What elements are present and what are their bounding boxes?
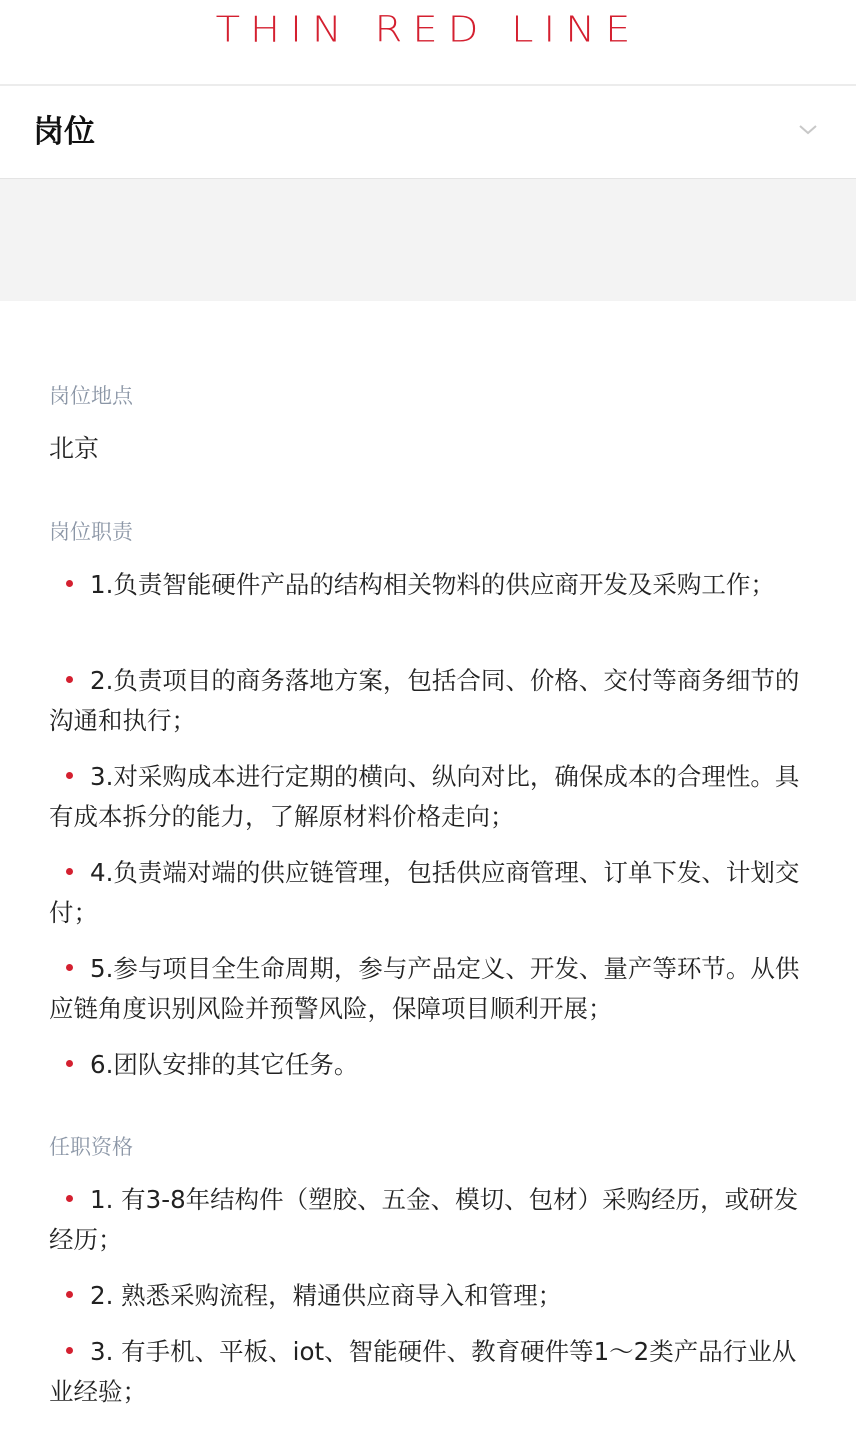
location-value: 北京 <box>49 434 100 463</box>
duty-text: 6.团队安排的其它任务。 <box>90 1050 359 1079</box>
duty-text: 4.负责端对端的供应链管理，包括供应商管理、订单下发、计划交付； <box>49 858 800 927</box>
duty-item <box>49 565 809 605</box>
brand-logo[interactable]: THIN RED LINE <box>215 9 641 51</box>
duty-item <box>49 949 809 1029</box>
requirement-item <box>49 1276 809 1316</box>
position-section-toggle[interactable] <box>0 86 856 179</box>
duty-text: 1.负责智能硬件产品的结构相关物料的供应商开发及采购工作； <box>90 570 775 599</box>
divider-band <box>0 179 856 301</box>
requirement-item <box>49 1180 809 1260</box>
section-title: 岗位 <box>33 114 95 150</box>
bullet-dot-icon <box>66 868 73 875</box>
requirement-text: 1. 有3-8年结构件（塑胶、五金、模切、包材）采购经历，或研发经历； <box>49 1185 799 1254</box>
bullet-dot-icon <box>66 676 73 683</box>
bullet-dot-icon <box>66 772 73 779</box>
bullet-dot-icon <box>66 1060 73 1067</box>
requirements-label: 任职资格 <box>49 1135 133 1159</box>
location-label: 岗位地点 <box>49 384 133 408</box>
duty-text: 3.对采购成本进行定期的横向、纵向对比，确保成本的合理性。具有成本拆分的能力，了解原材料价格走向； <box>49 762 800 831</box>
bullet-dot-icon <box>66 964 73 971</box>
bullet-dot-icon <box>66 1291 73 1298</box>
requirement-item <box>49 1332 809 1412</box>
site-header <box>0 0 856 86</box>
duty-item <box>49 1045 809 1085</box>
requirement-text: 3. 有手机、平板、iot、智能硬件、教育硬件等1～2类产品行业从业经验； <box>49 1337 797 1406</box>
requirement-text: 2. 熟悉采购流程，精通供应商导入和管理； <box>90 1281 563 1310</box>
job-details <box>0 301 856 1434</box>
bullet-dot-icon <box>66 1347 73 1354</box>
duty-item <box>49 757 809 837</box>
duty-text: 2.负责项目的商务落地方案，包括合同、价格、交付等商务细节的沟通和执行； <box>49 666 800 735</box>
duty-item <box>49 661 809 741</box>
bullet-dot-icon <box>66 1195 73 1202</box>
duty-text: 5.参与项目全生命周期，参与产品定义、开发、量产等环节。从供应链角度识别风险并预警风险，保障项目顺利开展； <box>49 954 800 1023</box>
duties-label: 岗位职责 <box>49 520 133 544</box>
chevron-down-icon <box>798 123 818 137</box>
bullet-dot-icon <box>66 580 73 587</box>
duty-item <box>49 853 809 933</box>
